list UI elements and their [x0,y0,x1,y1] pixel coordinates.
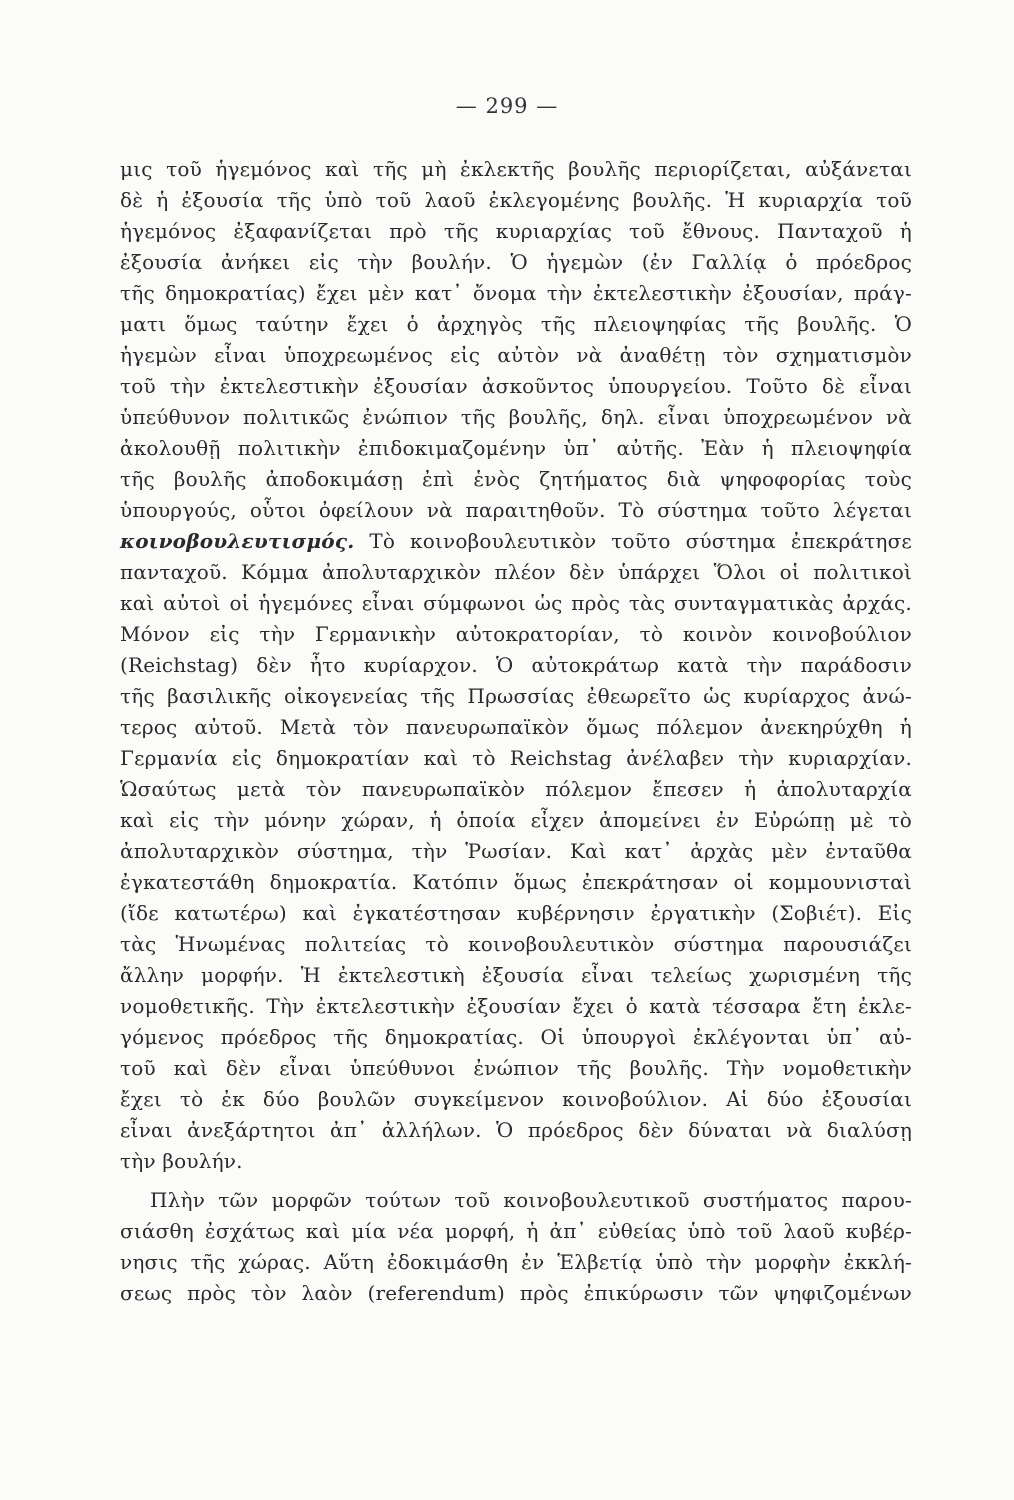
text-line: τὰς Ἡνωμένας πολιτείας τὸ κοινοβουλευτικὸν σύστημα παρουσιάζει [120,932,912,956]
text-line-rest: Τὸ κοινοβουλευτικὸν τοῦτο σύστημα ἐπεκράτησε [354,529,912,553]
text-line: ἡγεμόνος ἐξαφανίζεται πρὸ τῆς κυριαρχίας τοῦ ἔθνους. Πανταχοῦ ἡ [120,219,912,243]
text-line: Μόνον εἰς τὴν Γερμανικὴν αὐτοκρατορίαν, τὸ κοινὸν κοινοβούλιον [120,622,912,646]
page-number: — 299 — [455,94,559,118]
text-line: μις τοῦ ἡγεμόνος καὶ τῆς μὴ ἐκλεκτῆς βουλῆς περιορίζεται, αὐξάνεται [120,157,912,181]
text-line: ἐξουσία ἀνήκει εἰς τὴν βουλήν. Ὁ ἡγεμὼν (ἐν Γαλλίᾳ ὁ πρόεδρος [120,250,912,274]
text-line: γόμενος πρόεδρος τῆς δημοκρατίας. Οἱ ὑπουργοὶ ἐκλέγονται ὑπ᾽ αὐ- [120,1025,912,1049]
text-line: τοῦ καὶ δὲν εἶναι ὑπεύθυνοι ἐνώπιον τῆς βουλῆς. Τὴν νομοθετικὴν [120,1056,912,1080]
text-line: ἐγκατεστάθη δημοκρατία. Κατόπιν ὅμως ἐπεκράτησαν οἱ κομμουνισταὶ [120,870,912,894]
text-line: ὑπεύθυνον πολιτικῶς ἐνώπιον τῆς βουλῆς, δηλ. εἶναι ὑποχρεωμένον νὰ [120,405,912,429]
text-line: τῆς δημοκρατίας) ἔχει μὲν κατ᾽ ὄνομα τὴν ἐκτελεστικὴν ἐξουσίαν, πράγ- [120,281,912,305]
text-line: ἀπολυταρχικὸν σύστημα, τὴν Ῥωσίαν. Καὶ κατ᾽ ἀρχὰς μὲν ἐνταῦθα [120,839,912,863]
text-line-with-term [120,528,912,554]
text-line: τὴν βουλήν. [120,1149,243,1173]
text-line: ἄλλην μορφήν. Ἡ ἐκτελεστικὴ ἐξουσία εἶναι τελείως χωρισμένη τῆς [120,963,912,987]
text-line: Γερμανία εἰς δημοκρατίαν καὶ τὸ Reichstag ἀνέλαβεν τὴν κυριαρχίαν. [120,746,912,770]
text-line: τῆς βασιλικῆς οἰκογενείας τῆς Πρωσσίας ἐθεωρεῖτο ὡς κυρίαρχος ἀνώ- [120,684,912,708]
text-line: ὑπουργούς, οὗτοι ὀφείλουν νὰ παραιτηθοῦν. Τὸ σύστημα τοῦτο λέγεται [120,498,912,522]
text-line: (ἴδε κατωτέρω) καὶ ἐγκατέστησαν κυβέρνησιν ἐργατικὴν (Σοβιέτ). Εἰς [120,901,912,925]
text-line: σεως πρὸς τὸν λαὸν (referendum) πρὸς ἐπικύρωσιν τῶν ψηφιζομένων [120,1281,912,1305]
text-line: καὶ εἰς τὴν μόνην χώραν, ἡ ὁποία εἶχεν ἀπομείνει ἐν Εὐρώπῃ μὲ τὸ [120,808,912,832]
text-line: ἡγεμὼν εἶναι ὑποχρεωμένος εἰς αὐτὸν νὰ ἀναθέτῃ τὸν σχηματισμὸν [120,343,912,367]
text-line: τῆς βουλῆς ἀποδοκιμάσῃ ἐπὶ ἑνὸς ζητήματος διὰ ψηφοφορίας τοὺς [120,467,912,491]
text-line: πανταχοῦ. Κόμμα ἀπολυταρχικὸν πλέον δὲν ὑπάρχει Ὅλοι οἱ πολιτικοὶ [120,560,912,584]
bold-term: κοινοβουλευτισμός. [120,529,355,553]
text-line: ματι ὅμως ταύτην ἔχει ὁ ἀρχηγὸς τῆς πλειοψηφίας τῆς βουλῆς. Ὁ [120,312,912,336]
text-line: σιάσθη ἐσχάτως καὶ μία νέα μορφή, ἡ ἀπ᾽ εὐθείας ὑπὸ τοῦ λαοῦ κυβέρ- [120,1219,912,1243]
text-line: νησις τῆς χώρας. Αὕτη ἐδοκιμάσθη ἐν Ἑλβετίᾳ ὑπὸ τὴν μορφὴν ἐκκλή- [120,1250,912,1274]
text-line: δὲ ἡ ἐξουσία τῆς ὑπὸ τοῦ λαοῦ ἐκλεγομένης βουλῆς. Ἡ κυριαρχία τοῦ [120,188,912,212]
text-line: Ὡσαύτως μετὰ τὸν πανευρωπαϊκὸν πόλεμον ἔπεσεν ἡ ἀπολυταρχία [120,777,912,801]
text-line: τοῦ τὴν ἐκτελεστικὴν ἐξουσίαν ἀσκοῦντος ὑπουργείου. Τοῦτο δὲ εἶναι [120,374,912,398]
text-line: τερος αὐτοῦ. Μετὰ τὸν πανευρωπαϊκὸν ὅμως πόλεμον ἀνεκηρύχθη ἡ [120,715,912,739]
text-line: εἶναι ἀνεξάρτητοι ἀπ᾽ ἀλλήλων. Ὁ πρόεδρος δὲν δύναται νὰ διαλύσῃ [120,1118,912,1142]
text-line: καὶ αὐτοὶ οἱ ἡγεμόνες εἶναι σύμφωνοι ὡς πρὸς τὰς συνταγματικὰς ἀρχάς. [120,591,912,615]
text-line: ἔχει τὸ ἐκ δύο βουλῶν συγκείμενον κοινοβούλιον. Αἱ δύο ἐξουσίαι [120,1087,912,1111]
text-line: Πλὴν τῶν μορφῶν τούτων τοῦ κοινοβουλευτικοῦ συστήματος παρου- [150,1188,912,1212]
text-line: (Reichstag) δὲν ἦτο κυρίαρχον. Ὁ αὐτοκράτωρ κατὰ τὴν παράδοσιν [120,653,912,677]
text-line: νομοθετικῆς. Τὴν ἐκτελεστικὴν ἐξουσίαν ἔχει ὁ κατὰ τέσσαρα ἔτη ἐκλε- [120,994,912,1018]
text-line: ἀκολουθῇ πολιτικὴν ἐπιδοκιμαζομένην ὑπ᾽ αὐτῆς. Ἐὰν ἡ πλειοψηφία [120,436,912,460]
